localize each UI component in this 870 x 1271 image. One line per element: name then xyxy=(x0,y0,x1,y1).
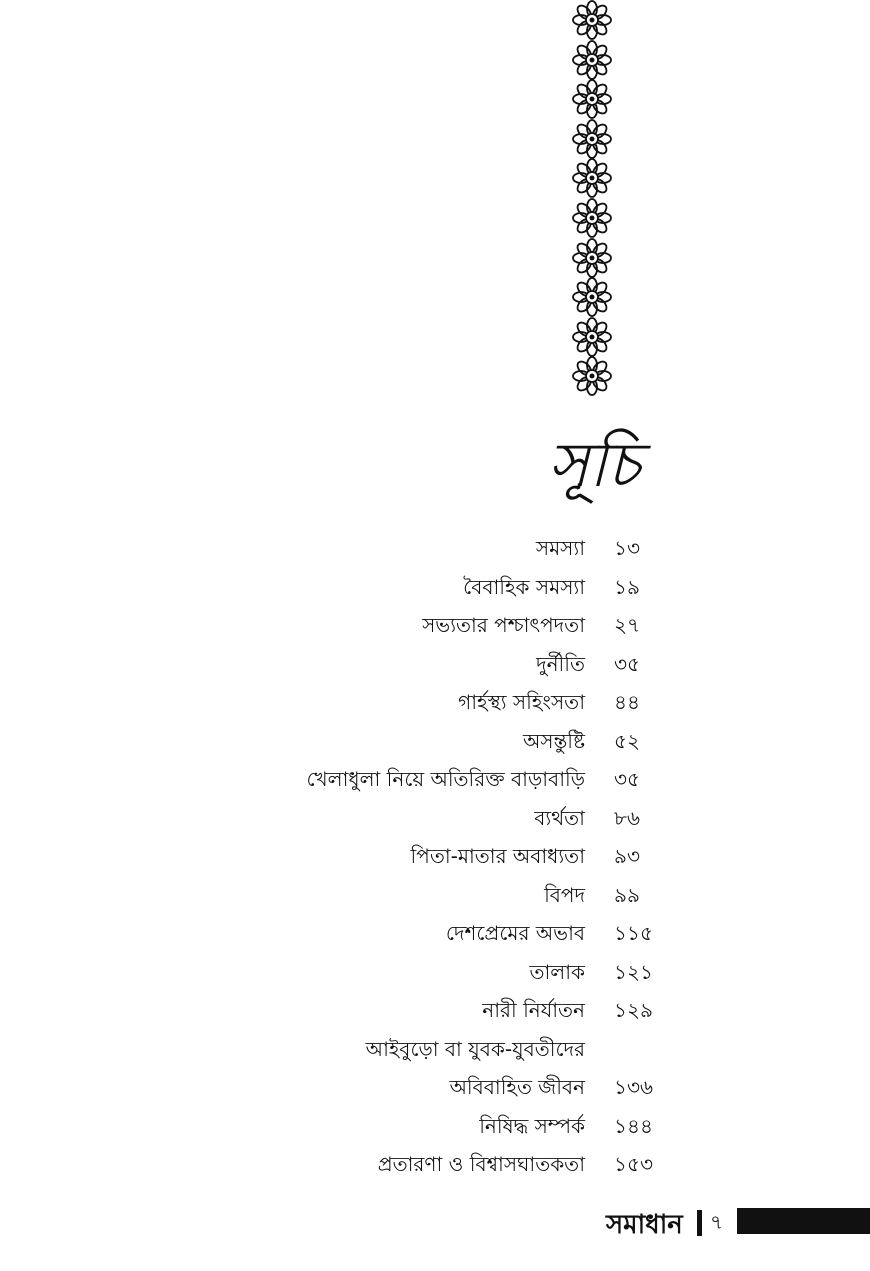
toc-entry-page: ১৯ xyxy=(614,574,640,599)
floral-rosette-icon xyxy=(572,277,612,317)
ornament-column xyxy=(572,0,612,400)
toc-entry-page: ৯৩ xyxy=(614,844,640,868)
toc-entry xyxy=(0,682,870,721)
floral-rosette-icon xyxy=(572,158,612,198)
toc-entry-title: নারী নির্যাতন xyxy=(482,998,585,1022)
toc-entry xyxy=(0,798,870,837)
toc-entry-page: ৯৯ xyxy=(614,882,640,907)
toc-entry-title: অসন্তুষ্টি xyxy=(522,728,585,753)
toc-entry-title: প্রতারণা ও বিশ্বাসঘাতকতা xyxy=(377,1152,585,1176)
toc-entry-page: ১৪৪ xyxy=(614,1113,653,1138)
toc-entry-page: ৩৫ xyxy=(614,767,640,791)
footer-separator xyxy=(697,1210,702,1236)
toc-entry-page: ১৫৩ xyxy=(614,1152,653,1176)
toc-entry-title: দুর্নীতি xyxy=(536,651,585,676)
floral-rosette-icon xyxy=(572,0,612,40)
toc-entry-page: ১১৫ xyxy=(614,921,653,945)
toc-entry-title: সমস্যা xyxy=(535,536,585,560)
toc-entry-title: বৈবাহিক সমস্যা xyxy=(463,574,585,599)
floral-rosette-icon xyxy=(572,119,612,159)
toc-entry-title: দেশপ্রেমের অভাব xyxy=(445,921,585,945)
toc-entry-page: ২৭ xyxy=(614,613,641,637)
floral-rosette-icon xyxy=(572,356,612,396)
toc-entry-page: ১৩ xyxy=(614,536,640,560)
toc-entry xyxy=(0,952,870,991)
page-footer xyxy=(0,1204,870,1244)
toc-entry xyxy=(0,644,870,683)
toc-entry xyxy=(0,1029,870,1068)
toc-entry-title: বিপদ xyxy=(544,882,585,907)
footer-book-title: সমাধান xyxy=(606,1210,683,1240)
toc-entry xyxy=(0,1067,870,1106)
toc-entry xyxy=(0,836,870,875)
toc-entry xyxy=(0,528,870,567)
toc-entry-page: ৩৫ xyxy=(614,651,640,676)
toc-entry-title: অবিবাহিত জীবন xyxy=(449,1075,585,1099)
toc-entry-page: ৪৪ xyxy=(614,690,640,714)
toc-entry xyxy=(0,913,870,952)
toc-entry-title: সভ্যতার পশ্চাৎপদতা xyxy=(422,613,585,637)
toc-entry xyxy=(0,721,870,760)
toc-entry xyxy=(0,567,870,606)
toc-entry xyxy=(0,605,870,644)
page-heading: সূচি xyxy=(547,428,641,501)
toc-entry-title: খেলাধুলা নিয়ে অতিরিক্ত বাড়াবাড়ি xyxy=(306,767,585,791)
toc-entry-title: গার্হস্থ্য সহিংসতা xyxy=(458,690,585,714)
toc-entry-title: নিষিদ্ধ সম্পর্ক xyxy=(479,1113,585,1138)
footer-bar xyxy=(737,1208,870,1234)
toc-entry xyxy=(0,1144,870,1183)
footer-page-number: ৭ xyxy=(710,1210,724,1234)
floral-rosette-icon xyxy=(572,198,612,238)
toc-entry xyxy=(0,875,870,914)
toc-entry-page: ৮৬ xyxy=(614,805,640,830)
toc-entry xyxy=(0,759,870,798)
toc-entry-page: ১৩৬ xyxy=(614,1075,653,1099)
floral-rosette-icon xyxy=(572,79,612,119)
toc-entry-title: ব্যর্থতা xyxy=(534,805,585,830)
toc-entry-page: ৫২ xyxy=(614,728,640,753)
toc-entry-title: তালাক xyxy=(529,959,585,984)
toc-entry xyxy=(0,990,870,1029)
toc-entry xyxy=(0,1106,870,1145)
floral-rosette-icon xyxy=(572,40,612,80)
toc-entry-page: ১২১ xyxy=(614,959,653,984)
table-of-contents xyxy=(0,528,870,1183)
toc-entry-title: পিতা-মাতার অবাধ্যতা xyxy=(410,844,585,868)
floral-rosette-icon xyxy=(572,238,612,278)
floral-rosette-icon xyxy=(572,317,612,357)
toc-entry-title: আইবুড়ো বা যুবক-যুবতীদের xyxy=(365,1036,585,1061)
toc-entry-page: ১২৯ xyxy=(614,998,653,1022)
